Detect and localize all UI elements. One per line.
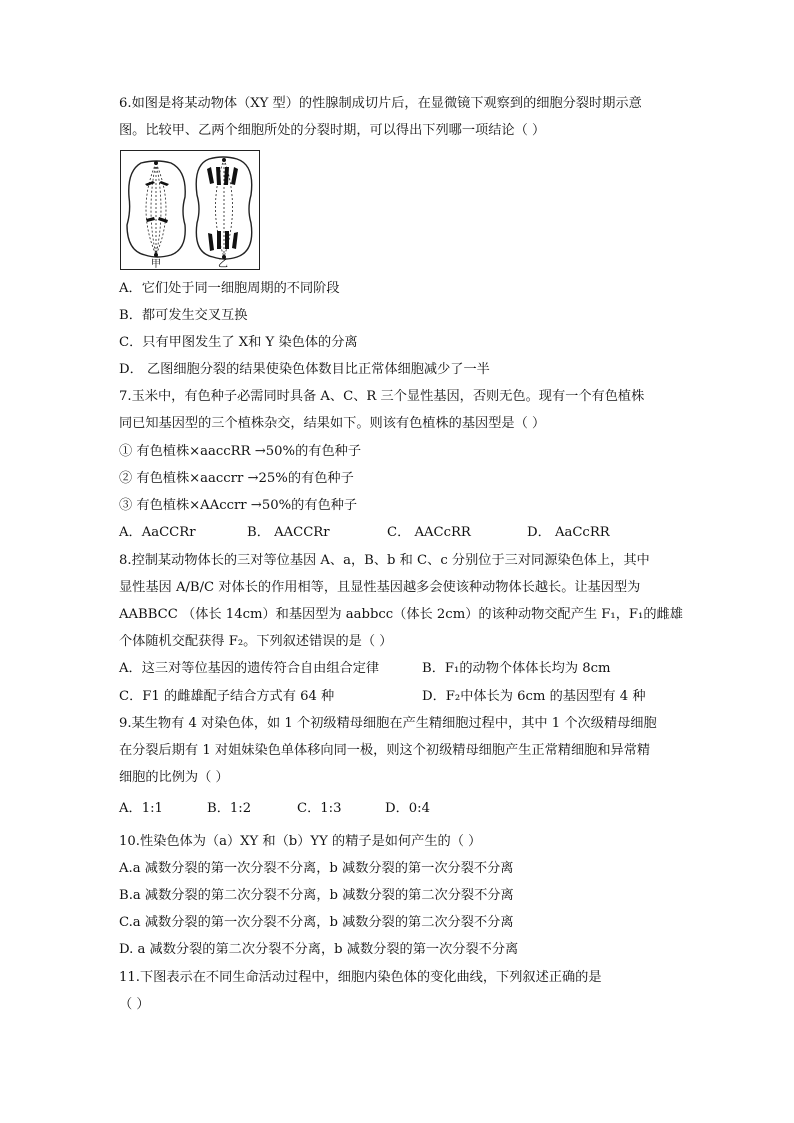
q6-option-d: D． 乙图细胞分裂的结果使染色体数目比正常体细胞减少了一半 (119, 362, 490, 377)
q7-stem-line2: 同已知基因型的三个植株杂交，结果如下。则该有色植株的基因型是（ ） (119, 416, 546, 431)
q9-stem-line1: 9.某生物有 4 对染色体，如 1 个初级精母细胞在产生精细胞过程中，其中 1 个次级精母细胞 (119, 716, 657, 731)
q8-stem-line2: 显性基因 A/B/C 对体长的作用相等，且显性基因越多会使该种动物体长越长。让基因型为 (119, 580, 641, 595)
q11-stem-line2: （ ） (119, 997, 150, 1012)
q8-option-b: B．F₁的动物个体体长均为 8cm (422, 661, 611, 676)
q7-option-b: B． AACCRr (247, 525, 330, 540)
cell-jia (127, 161, 185, 257)
q9-option-d: D．0:4 (385, 801, 430, 816)
cell-yi (196, 157, 252, 259)
figure-label-yi: 乙 (218, 259, 228, 269)
cell-jia-chromosomes (145, 161, 169, 257)
q8-option-d: D．F₂中体长为 6cm 的基因型有 4 种 (422, 689, 646, 704)
q8-option-a: A．这三对等位基因的遗传符合自由组合定律 (119, 661, 380, 676)
q7-stem-line1: 7.玉米中，有色种子必需同时具备 A、C、R 三个显性基因，否则无色。现有一个有色植株 (119, 389, 645, 404)
q8-option-c: C．F1 的雌雄配子结合方式有 64 种 (119, 689, 335, 704)
q11-stem-line1: 11.下图表示在不同生命活动过程中，细胞内染色体的变化曲线，下列叙述正确的是 (119, 970, 602, 985)
q8-stem-line4: 个体随机交配获得 F₂。下列叙述错误的是（ ） (119, 634, 393, 649)
q6-option-a: A．它们处于同一细胞周期的不同阶段 (119, 281, 340, 296)
q7-cross-3: ③ 有色植株×AAccrr →50%的有色种子 (119, 498, 358, 513)
q9-option-c: C．1:3 (297, 801, 342, 816)
q8-stem-line1: 8.控制某动物体长的三对等位基因 A、a，B、b 和 C、c 分别位于三对同源染色体上，其中 (119, 553, 650, 568)
q10-option-c: C.a 减数分裂的第一次分裂不分离，b 减数分裂的第二次分裂不分离 (119, 915, 514, 930)
q10-option-d: D. a 减数分裂的第二次分裂不分离，b 减数分裂的第一次分裂不分离 (119, 942, 519, 957)
q9-stem-line2: 在分裂后期有 1 对姐妹染色单体移向同一极，则这个初级精母细胞产生正常精细胞和异常精 (119, 743, 651, 758)
figure-label-jia: 甲 (151, 259, 161, 269)
q6-stem-line1: 6.如图是将某动物体（XY 型）的性腺制成切片后，在显微镜下观察到的细胞分裂时期示意 (119, 96, 642, 111)
q7-cross-1: ① 有色植株×aaccRR →50%的有色种子 (119, 444, 362, 459)
q6-option-b: B．都可发生交叉互换 (119, 308, 248, 323)
q10-option-a: A.a 减数分裂的第一次分裂不分离，b 减数分裂的第一次分裂不分离 (119, 861, 514, 876)
q7-option-c: C． AACcRR (387, 525, 471, 540)
q9-option-b: B．1:2 (207, 801, 252, 816)
q7-option-a: A．AaCCRr (119, 525, 196, 540)
q9-option-a: A．1:1 (119, 801, 163, 816)
q8-stem-line3: AABBCC （体长 14cm）和基因型为 aabbcc（体长 2cm）的该种动物交配产生 F₁，F₁的雌雄 (119, 607, 683, 622)
q7-option-d: D． AaCcRR (527, 525, 610, 540)
q9-stem-line3: 细胞的比例为（ ） (119, 770, 229, 785)
q10-option-b: B.a 减数分裂的第二次分裂不分离，b 减数分裂的第二次分裂不分离 (119, 888, 514, 903)
cell-division-figure (120, 150, 260, 270)
q6-option-c: C．只有甲图发生了 X和 Y 染色体的分离 (119, 335, 358, 350)
q10-stem: 10.性染色体为（a）XY 和（b）YY 的精子是如何产生的（ ） (119, 834, 482, 849)
q7-cross-2: ② 有色植株×aaccrr →25%的有色种子 (119, 471, 354, 486)
q6-stem-line2: 图。比较甲、乙两个细胞所处的分裂时期，可以得出下列哪一项结论（ ） (119, 123, 546, 138)
cell-yi-chromosomes (207, 158, 238, 259)
